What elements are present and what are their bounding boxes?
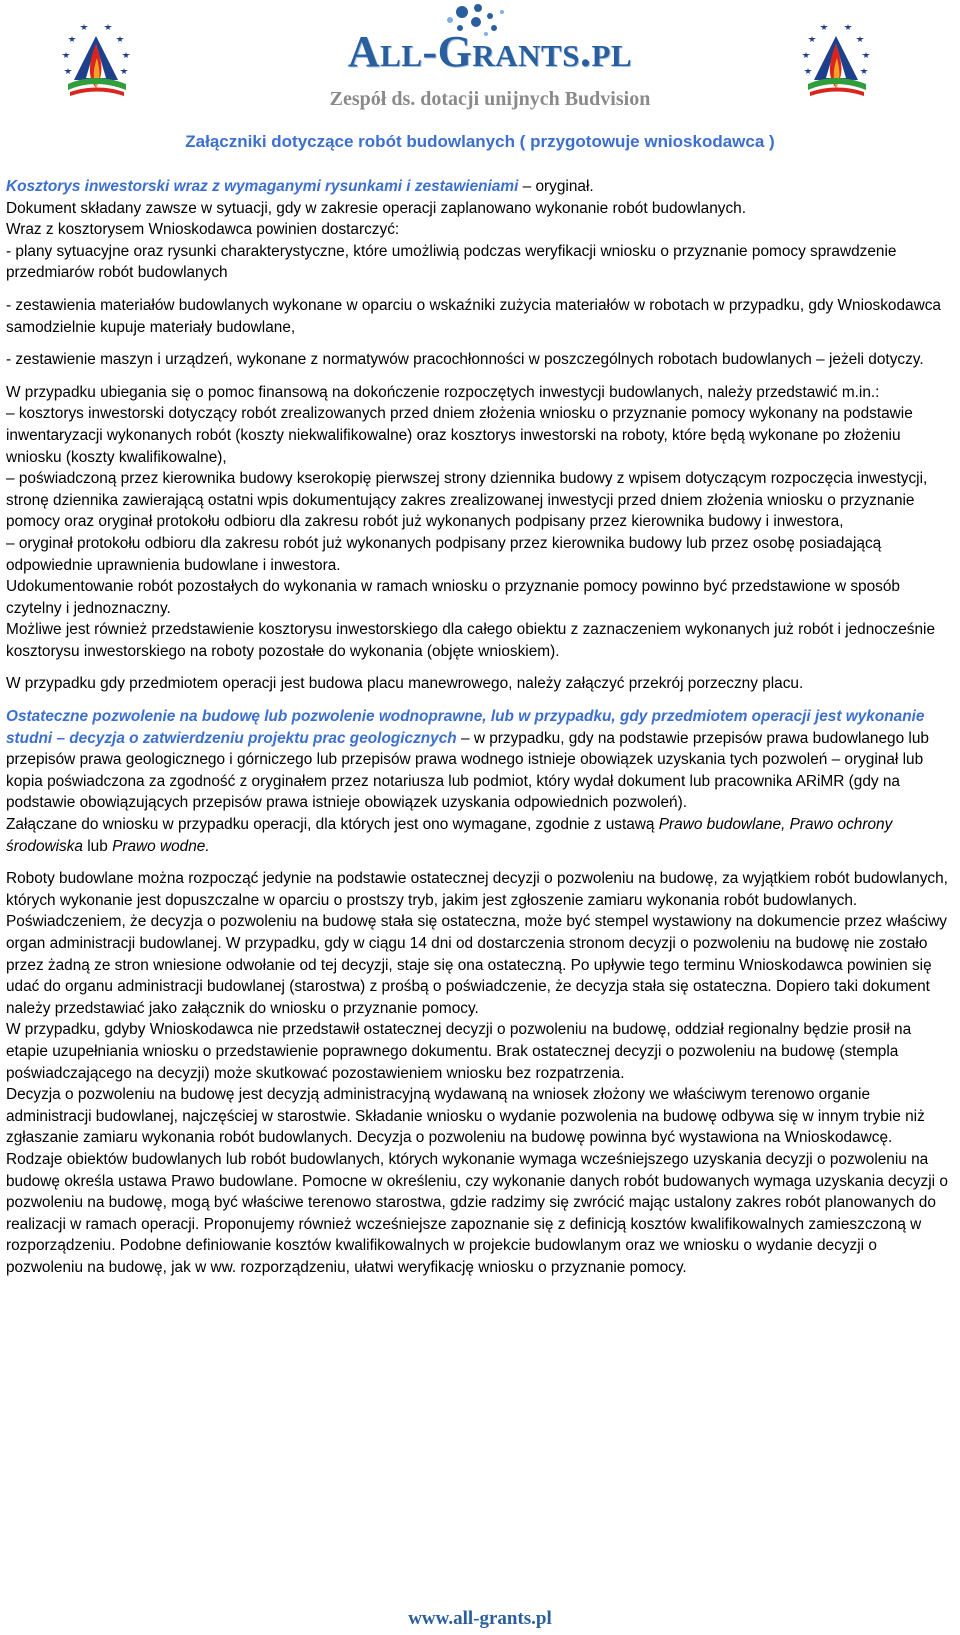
text-run: Załączane do wniosku w przypadku operacji, dla których jest ono wymagane, zgodnie z ustawą xyxy=(6,816,659,834)
paragraph: Wraz z kosztorysem Wnioskodawca powinien dostarczyć: xyxy=(6,221,400,239)
section-1-heading xyxy=(6,176,956,198)
paragraph: Rodzaje obiektów budowlanych lub robót budowlanych, których wykonanie wymaga wcześniejszego uzyskania decyzji o pozwoleniu na budowę określa ustawa Prawo budowlane. Pomocne w określeniu, czy wykonanie danych robót budowanych wymaga uzyskania decyzji o pozwoleniu na budowę, mogą być właściwe terenowo starostwa, gdzie radzimy się zwrócić mając ustalony zakres robót planowanych do realizacji w ramach operacji. Proponujemy również wcześniejsze zapoznanie się z definicją kosztów kwalifikowalnych zamieszczoną w rozporządzeniu. Podobne definiowanie kosztów kwalifikowalnych w projekcie budowlanym oraz we wniosku o wydanie decyzji o pozwoleniu na budowę, jak w ww. rozporządzeniu, ułatwi weryfikację wniosku o przyznanie pomocy. xyxy=(6,1150,948,1276)
brand-tagline: Zespół ds. dotacji unijnych Budvision xyxy=(329,88,651,110)
list-item: – oryginał protokołu odbioru dla zakresu robót już wykonanych podpisany przez kierownika budowy lub przez osobę posiadającą odpowiednie uprawnienia budowlane i inwestora. xyxy=(6,534,882,574)
section-heading-tail: – oryginał. xyxy=(518,178,594,195)
law-name: Prawo budowlane, Prawo ochrony środowiska xyxy=(6,816,893,855)
paragraph: Roboty budowlane można rozpocząć jedynie na podstawie ostatecznej decyzji o pozwoleniu na budowę, za wyjątkiem robót budowlanych, których wykonanie jest dopuszczalne w oparciu o prostszy tryb, jakim jest zgłoszenie zamiaru wykonania robót budowlanych. Poświadczeniem, że decyzja o pozwoleniu na budowę stała się ostateczna, może być stempel wystawiony na dokumencie przez właściwy organ administracji budowlanej. W przypadku, gdy w ciągu 14 dni od dostarczenia stronom decyzji o pozwoleniu na budowę nie zostało przez żadną ze stron wniesione odwołanie od tej decyzji, staje się ona ostateczną. Po upływie tego terminu Wnioskodawca powinien się udać do organu administracji budowlanej (starostwa) z prośbą o poświadczenie, że decyzja stała się ostateczna. Dopiero taki dokument należy przedstawiać jako załącznik do wniosku o przyznanie pomocy. xyxy=(6,870,948,1017)
paragraph: Decyzja o pozwoleniu na budowę jest decyzją administracyjną wydawaną na wniosek złożony we właściwym terenowo organie administracji budowlanej, najczęściej w starostwie. Składanie wniosku o wydanie pozwolenia na budowę odbywa się w innym trybie niż zgłaszanie zamiaru wykonania robót budowlanych. Decyzja o pozwoleniu na budowę powinna być wystawiona na Wnioskodawcę. xyxy=(6,1086,925,1147)
paragraph: W przypadku ubiegania się o pomoc finansową na dokończenie rozpoczętych inwestycji budowlanych, należy przedstawić m.in.: xyxy=(6,383,880,401)
brand-logo xyxy=(310,0,670,120)
paragraph: W przypadku gdy przedmiotem operacji jest budowa placu manewrowego, należy załączyć przekrój porzeczny placu. xyxy=(6,675,804,693)
document-body xyxy=(6,176,956,1279)
footer-url: www.all-grants.pl xyxy=(408,1608,552,1629)
list-item: - zestawienia materiałów budowlanych wykonane w oparciu o wskaźniki zużycia materiałów w robotach w przypadku, gdy Wnioskodawca samodzielnie kupuje materiały budowlane, xyxy=(6,296,941,336)
paragraph xyxy=(6,814,956,857)
section-heading-tail: – w przypadku, gdy na podstawie przepisów prawa budowlanego lub przepisów prawa geologicznego i górniczego lub przepisów prawa wodnego istnieje obowiązek uzyskania tych pozwoleń – oryginał lub kopia poświadczona za zgodność z oryginałem przez notariusza lub podmiot, który wydał dokument lub pracownika ARiMR (gdy na podstawie obowiązujących przepisów prawa istnieje obowiązek uzyskania odpowiednich pozwoleń). xyxy=(6,729,929,812)
brand-name: All-Grants.pl xyxy=(347,27,633,76)
section-2-heading xyxy=(6,706,956,814)
section-heading-emphasis: Ostateczne pozwolenie na budowę lub pozwolenie wodnoprawne, lub w przypadku, gdy przedmiotem operacji jest wykonanie studni – decyzja o zatwierdzeniu projektu prac geologicznych xyxy=(6,708,925,747)
paragraph: Udokumentowanie robót pozostałych do wykonania w ramach wniosku o przyznanie pomocy powinno być przedstawione w sposób czytelny i jednoznaczny. xyxy=(6,578,900,617)
emblem-logo-left xyxy=(56,18,136,100)
text-run: lub xyxy=(82,837,113,855)
page-header xyxy=(0,0,960,120)
list-item: – poświadczoną przez kierownika budowy kserokopię pierwszej strony dziennika budowy z wpisem dotyczącym rozpoczęcia inwestycji, stronę dziennika zawierającą ostatni wpis dokumentujący zakres zrealizowanej inwestycji przed dniem złożenia wniosku o przyznanie pomocy oraz oryginał protokołu odbioru dla zakresu robót już wykonanych podpisany przez kierownika budowy i inwestora, xyxy=(6,470,928,531)
list-item: - plany sytuacyjne oraz rysunki charakterystyczne, które umożliwią podczas weryfikacji wniosku o przyznanie pomocy sprawdzenie przedmiarów robót budowlanych xyxy=(6,242,897,282)
list-item: – kosztorys inwestorski dotyczący robót zrealizowanych przed dniem złożenia wniosku o przyznanie pomocy wykonany na podstawie inwentaryzacji wykonanych robót (koszty niekwalifikowalne) oraz kosztorys inwestorski na roboty, które będą wykonane po złożeniu wniosku (koszty kwalifikowalne), xyxy=(6,405,913,466)
section-heading-emphasis: Kosztorys inwestorski wraz z wymaganymi rysunkami i zestawieniami xyxy=(6,178,519,195)
law-name: Prawo wodne. xyxy=(112,837,210,855)
emblem-logo-right xyxy=(796,18,876,100)
list-item: - zestawienie maszyn i urządzeń, wykonane z normatywów pracochłonności w poszczególnych robotach budowlanych – jeżeli dotyczy. xyxy=(6,351,924,369)
paragraph: Możliwe jest również przedstawienie kosztorysu inwestorskiego dla całego obiektu z zaznaczeniem wykonanych już robót i jednocześnie kosztorysu inwestorskiego na roboty pozostałe do wykonania (objęte wnioskiem). xyxy=(6,621,936,660)
page-title: Załączniki dotyczące robót budowlanych ( przygotowuje wnioskodawca ) xyxy=(185,132,775,151)
paragraph: W przypadku, gdyby Wnioskodawca nie przedstawił ostatecznej decyzji o pozwoleniu na budowę, oddział regionalny będzie prosił na etapie uzupełniania wniosku o przedstawienie poprawnego dokumentu. Brak ostatecznej decyzji o pozwoleniu na budowę (stempla poświadczającego na decyzji) może skutkować pozostawieniem wniosku bez rozpatrzenia. xyxy=(6,1021,912,1082)
paragraph: Dokument składany zawsze w sytuacji, gdy w zakresie operacji zaplanowano wykonanie robót budowlanych. xyxy=(6,199,746,217)
